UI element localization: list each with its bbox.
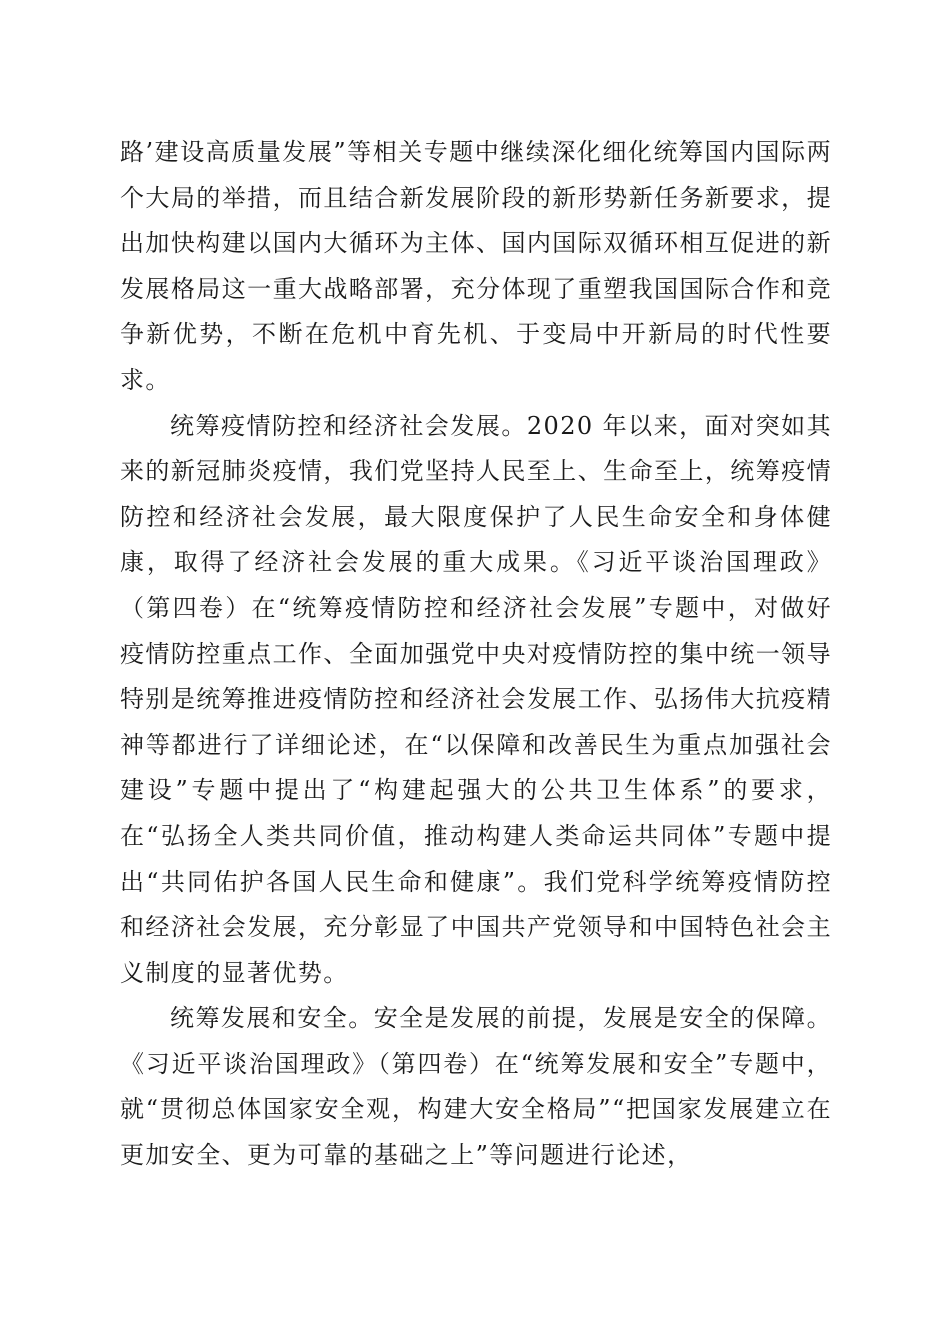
paragraph-3: 统筹发展和安全。安全是发展的前提，发展是安全的保障。《习近平谈治国理政》（第四卷）在“统筹发展和安全”专题中，就“贯彻总体国家安全观，构建大安全格局”“把国家发展建立在更加安全、更为可靠的基础之上”等问题进行论述， [120, 1004, 832, 1170]
paragraph-1: 路’建设高质量发展”等相关专题中继续深化细化统筹国内国际两个大局的举措，而且结合新发展阶段的新形势新任务新要求，提出加快构建以国内大循环为主体、国内国际双循环相互促进的新发展格局这一重大战略部署，充分体现了重塑我国国际合作和竞争新优势，不断在危机中育先机、于变局中开新局的时代性要求。 [120, 138, 832, 394]
paragraph-2: 统筹疫情防控和经济社会发展。2020 年以来，面对突如其来的新冠肺炎疫情，我们党坚持人民至上、生命至上，统筹疫情防控和经济社会发展，最大限度保护了人民生命安全和身体健康，取得了经济社会发展的重大成果。《习近平谈治国理政》（第四卷）在“统筹疫情防控和经济社会发展”专题中，对做好疫情防控重点工作、全面加强党中央对疫情防控的集中统一领导特别是统筹推进疫情防控和经济社会发展工作、弘扬伟大抗疫精神等都进行了详细论述，在“以保障和改善民生为重点加强社会建设”专题中提出了“构建起强大的公共卫生体系”的要求，在“弘扬全人类共同价值，推动构建人类命运共同体”专题中提出“共同佑护各国人民生命和健康”。我们党科学统筹疫情防控和经济社会发展，充分彰显了中国共产党领导和中国特色社会主义制度的显著优势。 [120, 411, 832, 987]
document-body [120, 130, 832, 1179]
